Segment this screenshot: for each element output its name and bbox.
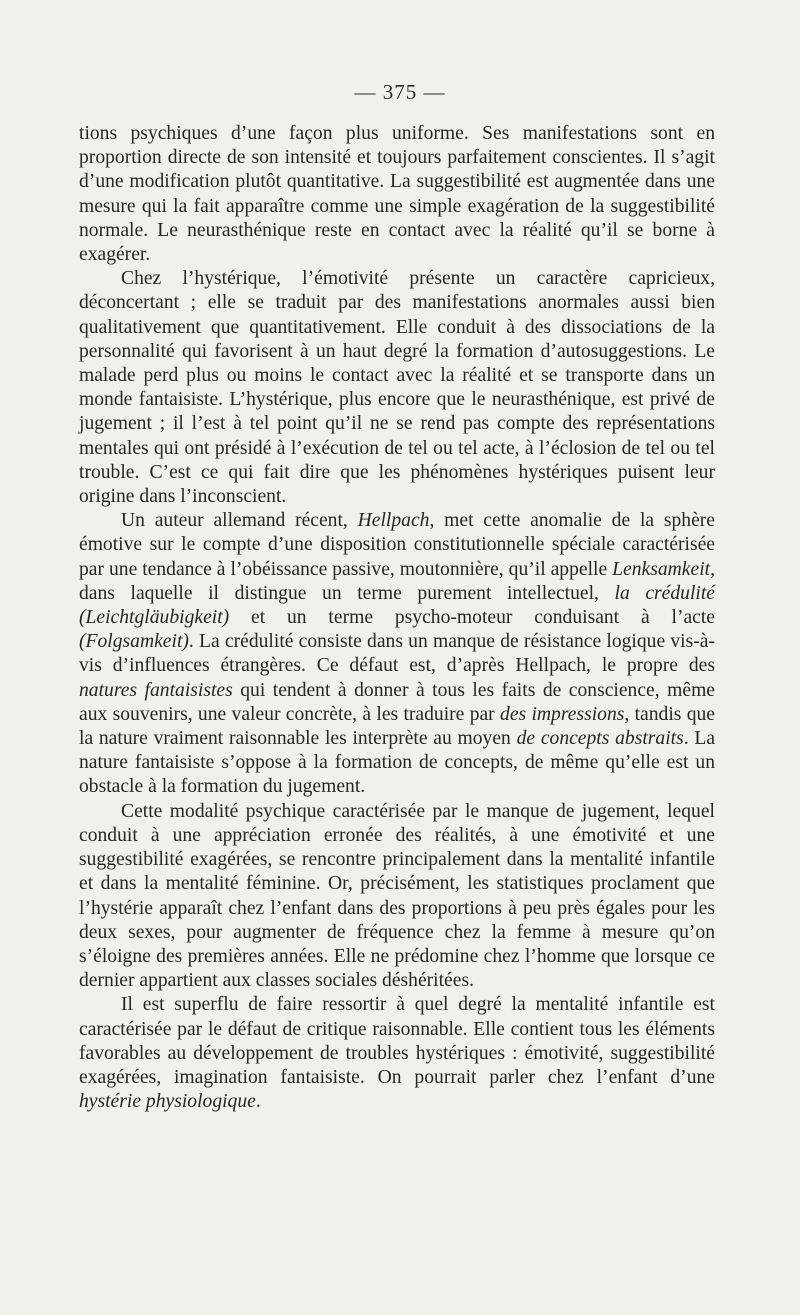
italic-term: la crédulité (Leichtgläubigkeit) bbox=[79, 582, 716, 629]
text-run: , met cette anomalie de la sphère émotive sur le compte d’une disposition constitutionnelle spéciale caractérisée par une tendance à l’obéissance passive, moutonnière, qu’il appelle bbox=[79, 510, 716, 580]
text-run: . bbox=[255, 1091, 261, 1113]
body-text bbox=[79, 122, 715, 1114]
paragraph bbox=[79, 800, 715, 994]
text-run: . La nature fantaisiste s’oppose à la formation de concepts, de même qu’elle est un obstacle à la formation du jugement. bbox=[79, 728, 716, 798]
paragraph bbox=[79, 267, 715, 509]
italic-term: (Folgsamkeit) bbox=[79, 631, 189, 653]
paragraph bbox=[79, 509, 715, 799]
italic-term: Hellpach bbox=[357, 510, 430, 532]
text-run: Il est superflu de faire ressortir à quel degré la mentalité infantile est caractérisée par le défaut de critique raisonnable. Elle contient tous les éléments favorables au développement de troubles hystériques : émotivité, suggestibilité exagérées, imagination fantaisiste. On pourrait parler chez l’enfant d’une bbox=[79, 994, 715, 1088]
page-number: — 375 — bbox=[354, 80, 446, 104]
paragraph bbox=[79, 993, 715, 1114]
text-run: Chez l’hystérique, l’émotivité présente un caractère capricieux, déconcertant ; elle se traduit par des manifestations anormales aussi bien qualitativement que quantitativement. Elle conduit à des dissociations de la personnalité qui favorisent à un haut degré la formation d’autosuggestions. Le malade perd plus ou moins le contact avec la réalité et se transporte dans un monde fantaisiste. L’hystérique, plus encore que le neurasthénique, est privé de jugement ; il l’est à tel point qu’il ne se rend pas compte des représentations mentales qui ont présidé à l’exécution de tel ou tel acte, à l’éclosion de tel ou tel trouble. C’est ce qui fait dire que les phénomènes hystériques puisent leur origine dans l’inconscient. bbox=[79, 268, 715, 508]
italic-term: Lenksamkeit bbox=[612, 558, 711, 580]
paragraph bbox=[79, 122, 715, 267]
text-run: Un auteur allemand récent, bbox=[121, 510, 358, 532]
text-run: . La crédulité consiste dans un manque de résistance logique vis-à-vis d’influences étrangères. Ce défaut est, d’après Hellpach, le propre des bbox=[79, 631, 715, 677]
text-run: Cette modalité psychique caractérisée par le manque de jugement, lequel conduit à une appréciation erronée des réalités, à une émotivité et une suggestibilité exagérées, se rencontre principalement dans la mentalité infantile et dans la mentalité féminine. Or, précisément, les statistiques proclament que l’hystérie apparaît chez l’enfant dans des proportions à peu près égales pour les deux sexes, pour augmenter de fréquence chez la femme à mesure qu’on s’éloigne des premières années. Elle ne prédomine chez l’homme que lorsque ce dernier appartient aux classes sociales déshéritées. bbox=[79, 800, 715, 992]
text-run: tions psychiques d’une façon plus uniforme. Ses manifestations sont en proportion directe de son intensité et toujours parfaitement conscientes. Il s’agit d’une modification plutôt quantitative. La suggestibilité est augmentée dans une mesure qui la fait apparaître comme une simple exagération de la suggestibilité normale. Le neurasthénique reste en contact avec la réalité qu’il se borne à exagérer. bbox=[79, 123, 715, 266]
text-run: et un terme psycho-moteur conduisant à l’acte bbox=[229, 607, 715, 629]
italic-term: hystérie physiologique bbox=[79, 1091, 256, 1113]
text-run: , tandis que la nature vraiment raisonnable les interprète au moyen bbox=[79, 703, 715, 750]
italic-term: de concepts abstraits bbox=[516, 728, 684, 750]
text-run: , dans laquelle il distingue un terme purement intellectuel, bbox=[79, 558, 715, 604]
italic-term: des impressions bbox=[500, 703, 625, 725]
text-run: qui tendent à donner à tous les faits de conscience, même aux souvenirs, une valeur concrète, à les traduire par bbox=[79, 679, 716, 725]
italic-term: natures fantaisistes bbox=[79, 679, 233, 701]
